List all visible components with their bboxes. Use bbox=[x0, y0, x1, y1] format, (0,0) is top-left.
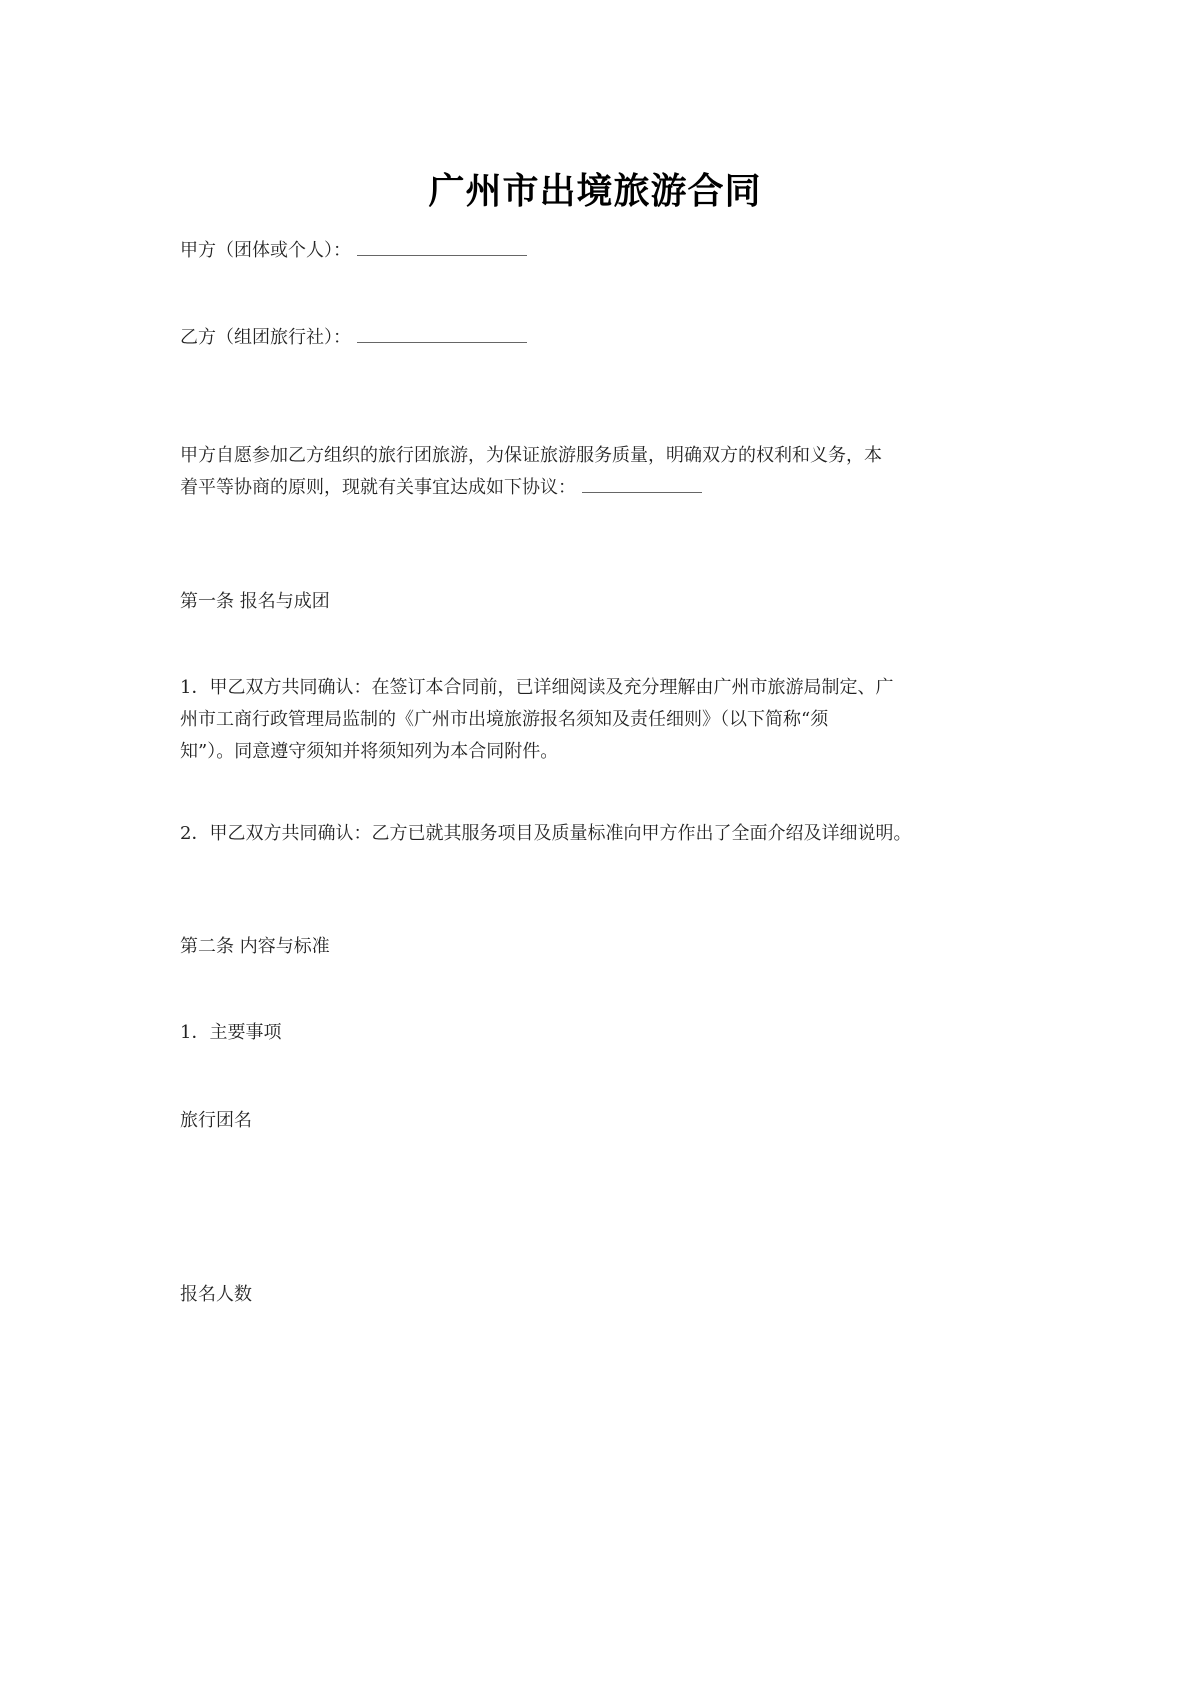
party-b-row bbox=[180, 322, 527, 354]
party-b-label: 乙方（组团旅行社）： bbox=[180, 327, 351, 348]
document-title: 广州市出境旅游合同 bbox=[428, 170, 762, 212]
article-1-clause-1-line-3: 知”）。同意遵守须知并将须知列为本合同附件。 bbox=[180, 741, 559, 762]
article-1-clause-2: 2．甲乙双方共同确认：乙方已就其服务项目及质量标准向甲方作出了全面介绍及详细说明。 bbox=[180, 823, 912, 844]
field-group-name-label: 旅行团名 bbox=[180, 1110, 252, 1131]
agreement-blank-field[interactable] bbox=[582, 474, 702, 493]
article-1-heading: 第一条 报名与成团 bbox=[180, 591, 330, 612]
intro-line-2-row bbox=[180, 472, 702, 504]
party-a-blank-field[interactable] bbox=[357, 237, 527, 256]
party-a-label: 甲方（团体或个人）： bbox=[180, 240, 351, 261]
party-a-row bbox=[180, 235, 527, 267]
intro-line-1: 甲方自愿参加乙方组织的旅行团旅游，为保证旅游服务质量，明确双方的权利和义务，本 bbox=[180, 445, 882, 466]
article-1-clause-1-line-1: 1．甲乙双方共同确认：在签订本合同前，已详细阅读及充分理解由广州市旅游局制定、广 bbox=[180, 677, 894, 698]
article-2-heading: 第二条 内容与标准 bbox=[180, 936, 330, 957]
field-headcount-label: 报名人数 bbox=[180, 1284, 252, 1305]
intro-line-2: 着平等协商的原则，现就有关事宜达成如下协议： bbox=[180, 477, 576, 498]
article-1-clause-1-line-2: 州市工商行政管理局监制的《广州市出境旅游报名须知及责任细则》（以下简称“须 bbox=[180, 709, 829, 730]
party-b-blank-field[interactable] bbox=[357, 324, 527, 343]
article-2-item-1: 1．主要事项 bbox=[180, 1022, 282, 1043]
